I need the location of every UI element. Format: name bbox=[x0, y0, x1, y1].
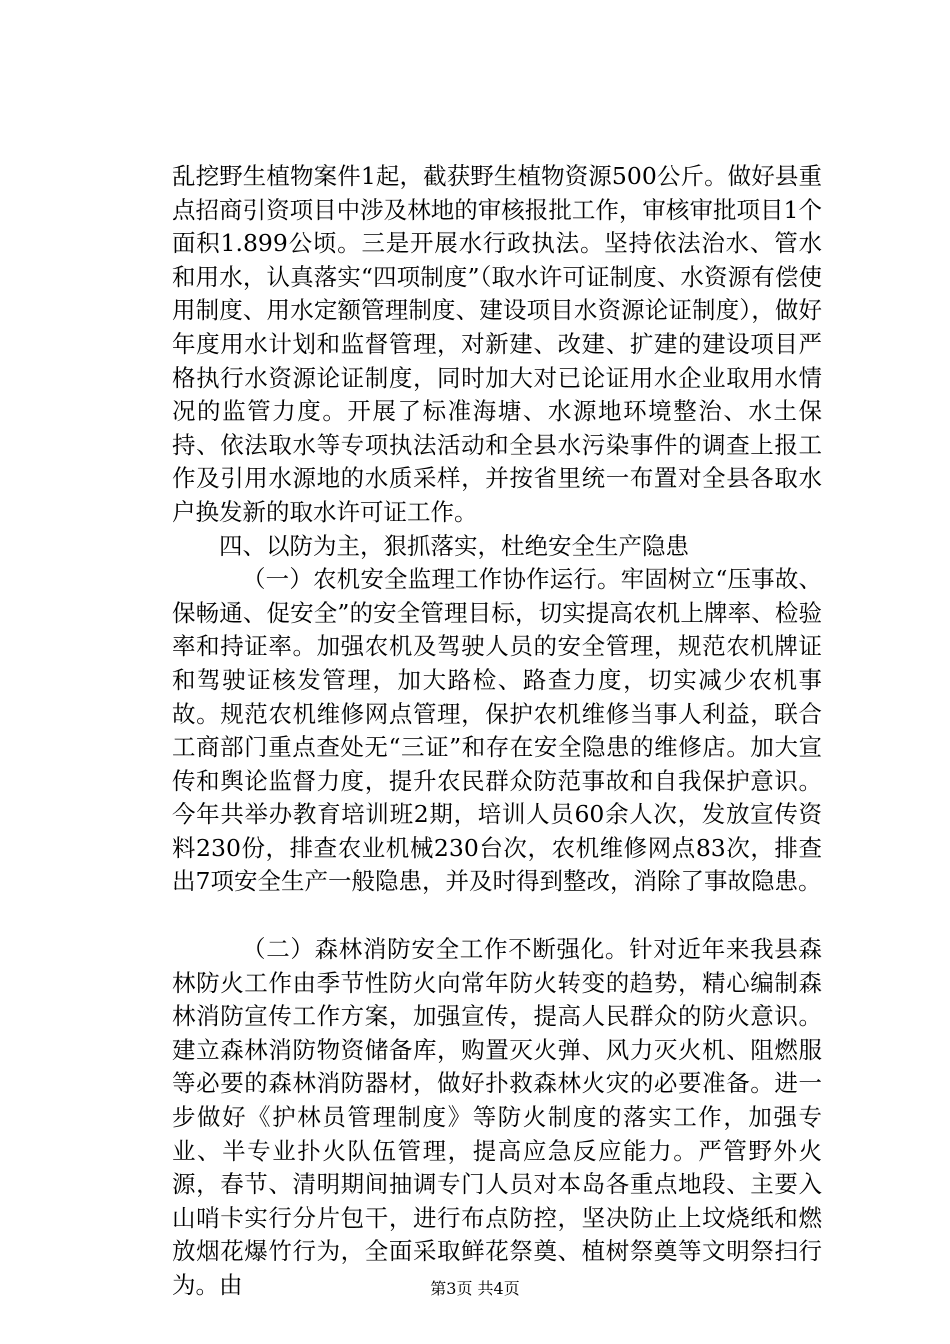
page-footer: 第3页 共4页 bbox=[430, 1279, 520, 1298]
document-body bbox=[172, 160, 822, 1303]
paragraph-water-enforcement: 乱挖野生植物案件1起，截获野生植物资源500公斤。做好县重点招商引资项目中涉及林地的审核报批工作，审核审批项目1个面积1.899公顷。三是开展水行政执法。坚持依法治水、管水和用水，认真落实“四项制度”（取水许可证制度、水资源有偿使用制度、用水定额管理制度、建设项目水资源论证制度），做好年度用水计划和监督管理，对新建、改建、扩建的建设项目严格执行水资源论证制度，同时加大对已论证用水企业取用水情况的监管力度。开展了标准海塘、水源地环境整治、水土保持、依法取水等专项执法活动和全县水污染事件的调查上报工作及引用水源地的水质采样，并按省里统一布置对全县各取水户换发新的取水许可证工作。 bbox=[172, 162, 822, 526]
paragraph-forest-fire-safety: （二）森林消防安全工作不断强化。针对近年来我县森林防火工作由季节性防火向常年防火转变的趋势，精心编制森林消防宣传工作方案，加强宣传，提高人民群众的防火意识。建立森林消防物资储备库，购置灭火弹、风力灭火机、阻燃服等必要的森林消防器材，做好扑救森林火灾的必要准备。进一步做好《护林员管理制度》等防火制度的落实工作，加强专业、半专业扑火队伍管理，提高应急反应能力。严管野外火源，春节、清明期间抽调专门人员对本岛各重点地段、主要入山哨卡实行分片包干，进行布点防控，坚决防止上坟烧纸和燃放烟花爆竹行为，全面采取鲜花祭奠、植树祭奠等文明祭扫行为。由 bbox=[172, 935, 822, 1299]
section-heading-safety: 四、以防为主，狠抓落实，杜绝安全生产隐患 bbox=[219, 531, 689, 560]
paragraph-farm-machinery-safety: （一）农机安全监理工作协作运行。牢固树立“压事故、保畅通、促安全”的安全管理目标，切实提高农机上牌率、检验率和持证率。加强农机及驾驶人员的安全管理，规范农机牌证和驾驶证核发管理，加大路检、路查力度，切实减少农机事故。规范农机维修网点管理，保护农机维修当事人利益，联合工商部门重点查处无“三证”和存在安全隐患的维修店。加大宣传和舆论监督力度，提升农民群众防范事故和自我保护意识。今年共举办教育培训班2期，培训人员60余人次，发放宣传资料230份，排查农业机械230台次，农机维修网点83次，排查出7项安全生产一般隐患，并及时得到整改，消除了事故隐患。 bbox=[172, 565, 822, 896]
paragraph-gap bbox=[172, 899, 822, 933]
